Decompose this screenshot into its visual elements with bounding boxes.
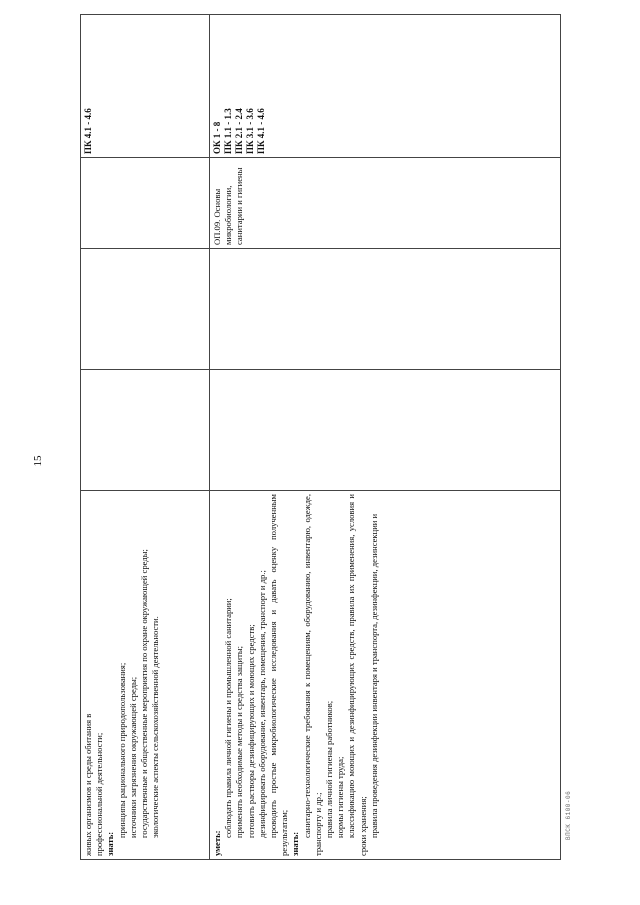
table-row [81,15,210,860]
know-item: государственные и общественные мероприятия по охране окружающей среды; [139,549,150,838]
can-label: уметь: [212,830,222,856]
know-item: классификацию моющих и дезинфицирующих средств, правила их применения, условия и сроки хранения; [346,494,368,856]
competencies-cell [81,15,210,158]
know-item: правила проведения дезинфекции инвентаря и транспорта, дезинфекции, дезинсекции и [368,513,379,838]
content-cell [210,491,561,860]
competency-code: ПК 1.1 - 1.3 [223,108,233,154]
discipline-name: ОП.09. Основы микробиологии, санитарии и гигиены [212,167,245,245]
empty-cell [81,249,210,370]
know-label: знать: [105,831,116,856]
empty-cell [210,249,561,370]
content-line: живых организмов и среды обитания в [83,713,93,856]
empty-cell [210,370,561,491]
know-item: принципы рационального природопользования; [116,662,127,838]
table-row [210,15,561,860]
discipline-cell [81,158,210,249]
can-item: проводить простые микробиологические исследования и давать оценку полученным результатам; [268,494,290,856]
know-item: источники загрязнения окружающей среды; [127,676,138,838]
footer-mark: ВПСК 6100-06 [565,790,572,840]
can-item: применять необходимые методы и средства защиты; [234,645,245,838]
know-item: нормы гигиены труда; [335,756,346,838]
know-item: правила личной гигиены работников; [324,700,335,838]
competencies-cell [210,15,561,158]
competency-code: ПК 2.1 - 2.4 [234,108,244,154]
page-number: 15 [32,455,44,467]
competency-code: ПК 4.1 - 4.6 [256,108,266,154]
empty-cell [81,370,210,491]
know-item: экологические аспекты сельскохозяйственной деятельности. [150,616,161,838]
can-item: готовить растворы дезинфицирующих и моющих средств; [245,624,256,838]
competency-code: ОК 1 - 8 [212,121,222,154]
competency-code: ПК 3.1 - 3.6 [245,108,255,154]
know-label: знать: [290,831,301,856]
can-item: дезинфицировать оборудование, инвентарь, помещения, транспорт и др.; [256,570,267,838]
curriculum-table [80,14,561,860]
can-item: соблюдать правила личной гигиены и промышленной санитарии; [223,598,234,838]
discipline-cell [210,158,561,249]
competency-code: ПК 4.1 - 4.6 [83,108,93,154]
know-item: санитарно-технологические требования к помещениям, оборудованию, инвентарю, одежде, транспорту и др.; [301,494,323,856]
content-cell [81,491,210,860]
rotated-table-wrapper [80,50,550,860]
content-line: профессиональной деятельности; [94,732,105,856]
